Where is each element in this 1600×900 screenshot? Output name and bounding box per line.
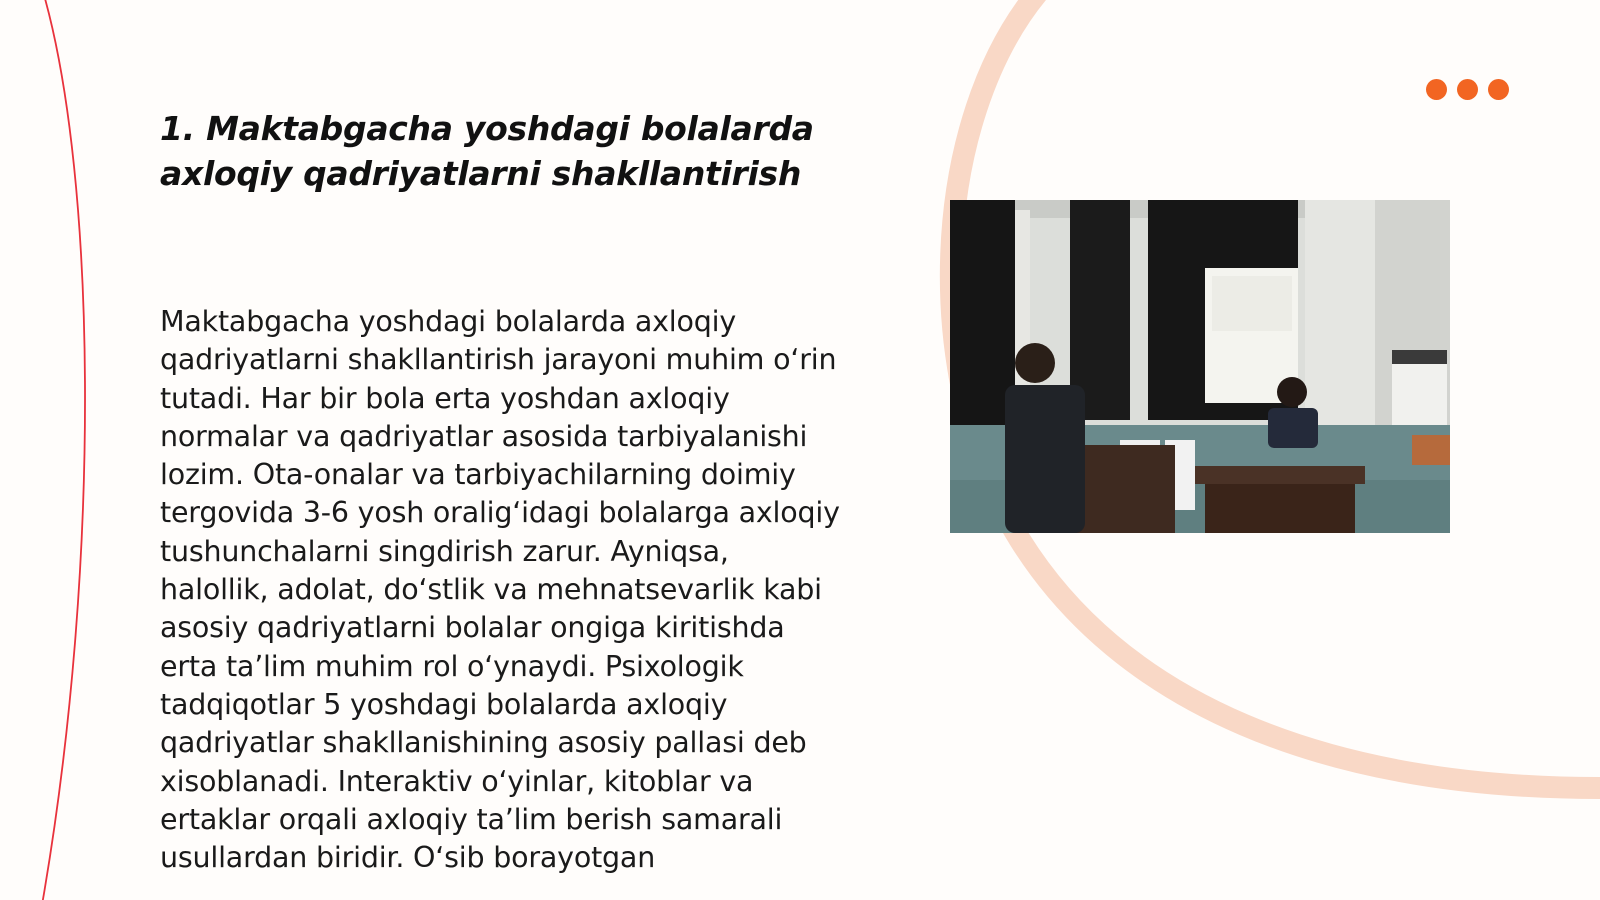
dot: [1488, 79, 1509, 100]
slide-title: 1. Maktabgacha yoshdagi bolalarda axloqiy qadriyatlarni shakllantirish: [160, 109, 814, 193]
dot: [1426, 79, 1447, 100]
dots-decoration: [1426, 79, 1509, 100]
slide-body-text: Maktabgacha yoshdagi bolalarda axloqiy qadriyatlarni shakllantirish jarayoni muhim oʻrin tutadi. Har bir bola erta yoshdan axloqiy normalar va qadriyatlar asosida tarbiyalanishi lozim. Ota-onalar va tarbiyachilarning doimiy tergovida 3-6 yosh oraligʻidagi bolalarga axloqiy tushunchalarni singdirish zarur. Ayniqsa, halollik, adolat, doʻstlik va mehnatsevarlik kabi asosiy qadriyatlarni bolalar ongiga kiritishda erta taʼlim muhim rol oʻynaydi. Psixologik tadqiqotlar 5 yoshdagi bolalarda axloqiy qadriyatlar shakllanishining asosiy pallasi deb xisoblanadi. Interaktiv oʻyinlar, kitoblar va ertaklar orqali axloqiy taʼlim berish samarali usullardan biridir. Oʻsib borayotgan: [160, 305, 840, 875]
photo-illustration: [950, 200, 1450, 533]
decorative-left-line: [42, 0, 85, 900]
seminar-photo: [950, 200, 1450, 533]
dot: [1457, 79, 1478, 100]
